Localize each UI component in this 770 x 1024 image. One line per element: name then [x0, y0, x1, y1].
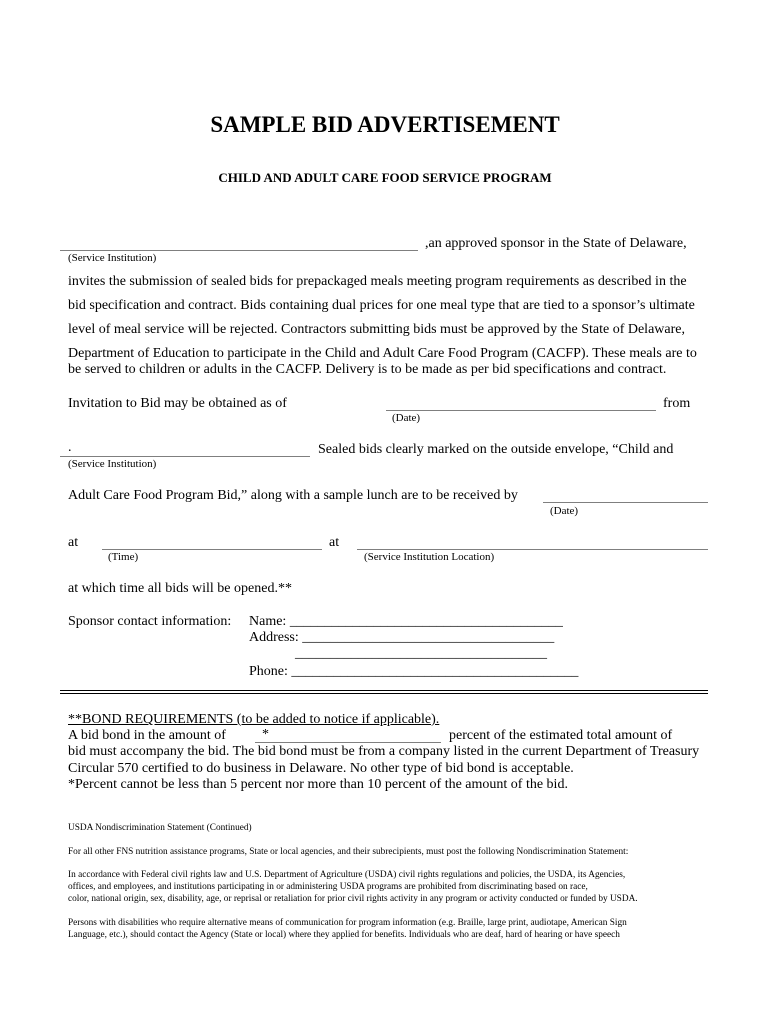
adult-care-text: Adult Care Food Program Bid,” along with a sample lunch are to be received by: [68, 488, 518, 503]
contact-name-field[interactable]: Name: _______________________________________: [249, 614, 563, 629]
from-text: from: [663, 396, 691, 411]
location-label: (Service Institution Location): [364, 551, 495, 563]
bond-heading: **BOND REQUIREMENTS (to be added to notice if applicable).: [68, 712, 440, 727]
invitation-text: Invitation to Bid may be obtained as of: [68, 396, 287, 411]
paragraph-line-2: bid specification and contract. Bids containing dual prices for one meal type that are tied to a sponsor’s ultimate: [68, 298, 695, 313]
usda-paragraph-3-line-2: Language, etc.), should contact the Agency (State or local) where they applied for benefits. Individuals who are deaf, hard of hearing or have speech: [68, 930, 620, 940]
received-date-label: (Date): [550, 505, 579, 517]
usda-paragraph-2-line-3: color, national origin, sex, disability, age, or reprisal or retaliation for prior civil rights activity in any program or activity conducted or funded by USDA.: [68, 894, 638, 904]
sealed-bids-text: Sealed bids clearly marked on the outside envelope, “Child and: [318, 442, 674, 457]
usda-paragraph-3-line-1: Persons with disabilities who require alternative means of communication for program information (e.g. Braille, large print, audiotape, American Sign: [68, 918, 627, 928]
contact-address-line-2[interactable]: ____________________________________: [295, 646, 547, 661]
sponsor-contact-label: Sponsor contact information:: [68, 614, 232, 629]
time-label: (Time): [108, 551, 139, 563]
section-divider-bottom: [60, 693, 708, 694]
opened-text: at which time all bids will be opened.**: [68, 581, 292, 596]
at-text-1: at: [68, 535, 79, 550]
invitation-date-blank[interactable]: [386, 410, 656, 411]
bond-percent-blank[interactable]: [255, 742, 441, 743]
bond-line-3: Circular 570 certified to do business in Delaware. No other type of bid bond is acceptable.: [68, 761, 574, 776]
paragraph-line-1: invites the submission of sealed bids for prepackaged meals meeting program requirements as described in the: [68, 274, 687, 289]
contact-phone-field[interactable]: Phone: _________________________________________: [249, 664, 579, 679]
document-title: SAMPLE BID ADVERTISEMENT: [210, 112, 560, 137]
at-text-2: at: [329, 535, 340, 550]
period-mark: .: [68, 440, 72, 455]
bond-line-2: bid must accompany the bid. The bid bond must be from a company listed in the current Department of Treasury: [68, 744, 700, 759]
usda-paragraph-2-line-1: In accordance with Federal civil rights law and U.S. Department of Agriculture (USDA) civil rights regulations and policies, the USDA, its Agencies,: [68, 870, 626, 880]
received-date-blank[interactable]: [543, 502, 708, 503]
service-institution-blank[interactable]: [60, 250, 418, 251]
approved-sponsor-text: ,an approved sponsor in the State of Delaware,: [425, 236, 687, 251]
paragraph-line-3: level of meal service will be rejected. Contractors submitting bids must be approved by the State of Delaware,: [68, 322, 685, 337]
invitation-date-label: (Date): [392, 412, 421, 424]
paragraph-line-4: Department of Education to participate in the Child and Adult Care Food Program (CACFP). These meals are to: [68, 346, 697, 361]
bond-line-4: *Percent cannot be less than 5 percent nor more than 10 percent of the amount of the bid.: [68, 777, 568, 792]
usda-heading: USDA Nondiscrimination Statement (Continued): [68, 823, 252, 833]
document-subtitle: CHILD AND ADULT CARE FOOD SERVICE PROGRAM: [218, 170, 552, 185]
bond-percent-text: percent of the estimated total amount of: [449, 728, 673, 743]
time-blank[interactable]: [102, 549, 322, 550]
bond-asterisk: *: [262, 727, 269, 742]
service-institution-blank-2[interactable]: [60, 456, 310, 457]
service-institution-label-2: (Service Institution): [68, 458, 157, 470]
contact-address-field[interactable]: Address: ____________________________________: [249, 630, 555, 645]
service-institution-label: (Service Institution): [68, 252, 157, 264]
usda-paragraph-2-line-2: offices, and employees, and institutions participating in or administering USDA programs are prohibited from discriminating based on race,: [68, 882, 588, 892]
section-divider-top: [60, 690, 708, 691]
bond-amount-text: A bid bond in the amount of: [68, 728, 226, 743]
usda-paragraph-1: For all other FNS nutrition assistance programs, State or local agencies, and their subrecipients, must post the following Nondiscrimination Statement:: [68, 847, 629, 857]
location-blank[interactable]: [357, 549, 708, 550]
paragraph-line-5: be served to children or adults in the CACFP. Delivery is to be made as per bid specifications and contract.: [68, 362, 667, 377]
